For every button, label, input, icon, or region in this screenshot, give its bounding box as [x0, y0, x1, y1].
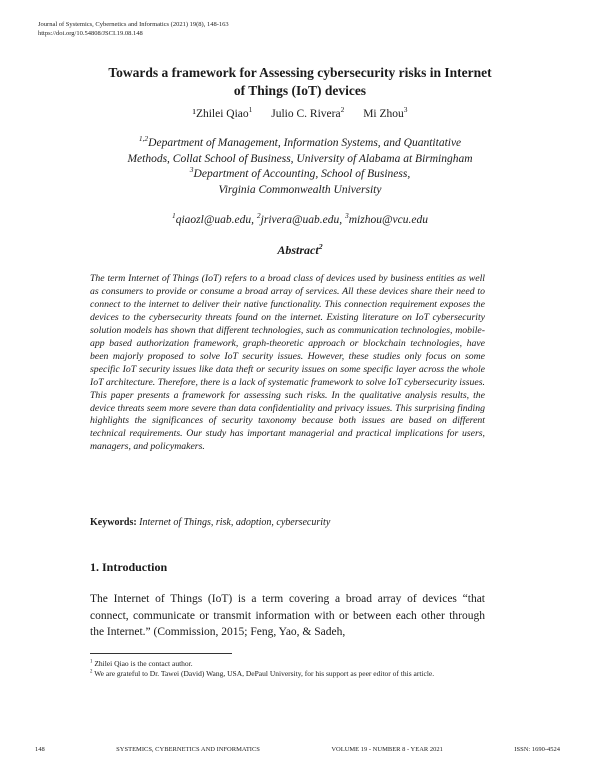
- doi-link[interactable]: https://doi.org/10.54808/JSCI.19.08.148: [38, 30, 143, 37]
- email-2-sup: 2: [256, 211, 261, 221]
- author-3-sup: 3: [403, 105, 408, 115]
- author-1-sup: 1: [248, 105, 253, 115]
- author-2-sup: 2: [340, 105, 345, 115]
- affiliation-2-line-2: Virginia Commonwealth University: [218, 183, 382, 196]
- abstract-heading-text: Abstract: [277, 243, 319, 257]
- author-1: Zhilei Qiao: [195, 108, 249, 120]
- abstract-heading-sup: 2: [318, 242, 323, 251]
- section-heading: 1. Introduction: [90, 560, 168, 574]
- page-number: 148: [35, 746, 45, 753]
- footnote-2-sup: 2: [90, 669, 93, 675]
- affiliation-2-line-1: [60, 167, 540, 183]
- keywords-value: Internet of Things, risk, adoption, cybersecurity: [139, 517, 331, 528]
- abstract-heading: [60, 243, 540, 258]
- author-emails: [60, 211, 540, 226]
- journal-citation: Journal of Systemics, Cybernetics and Informatics (2021) 19(8), 148-163: [38, 21, 229, 28]
- footnote-2-text: We are grateful to Dr. Tawei (David) Wang, USA, DePaul University, for his support as peer editor of this article.: [94, 669, 435, 678]
- footnote-2: [90, 669, 485, 679]
- intro-paragraph: The Internet of Things (IoT) is a term covering a broad array of devices “that connect, communicate or transmit information with or between each other through the Internet.” (Commission, 2015; Feng, Yao, & Sadeh,: [90, 593, 485, 638]
- author-list: [60, 105, 540, 120]
- title-line-2: of Things (IoT) devices: [233, 83, 367, 98]
- footnote-1-sup: 1: [90, 659, 93, 665]
- affiliation-1-sup: 1,2: [138, 134, 149, 144]
- author-1-prefix: ¹: [192, 108, 196, 120]
- email-1-sup: 1: [172, 211, 176, 221]
- affiliation-2-text-1: Department of Accounting, School of Business,: [193, 168, 411, 180]
- footer-journal: SYSTEMICS, CYBERNETICS AND INFORMATICS: [116, 746, 260, 753]
- paper-title: [60, 64, 540, 100]
- footnote-divider: [90, 653, 232, 654]
- email-3[interactable]: mizhou@vcu.edu: [348, 214, 428, 226]
- title-line-1: Towards a framework for Assessing cybersecurity risks in Internet: [108, 65, 492, 80]
- footnote-1-text: Zhilei Qiao is the contact author.: [94, 659, 193, 668]
- abstract-text: The term Internet of Things (IoT) refers to a broad class of devices used by business entities as well as consumers to provide or consume a broad array of services. All these devices share their need to connect to the internet to deliver their native functionality. This connection requirement exposes the devices to the cybersecurity threats found on the internet. Existing literature on IoT cybersecurity solution models has shown that different technologies, such as communication technologies, mobile-app based authorization framework, graph-theoretic approach or blockchain technologies, have been majorly proposed to solve IoT security issues. However, these studies only focus on some specific IoT security issues like data theft or security issues on some specific layer across the whole IoT architecture. Therefore, there is a lack of systematic framework to solve IoT cybersecurity issues. This paper presents a framework for assessing such risks. In the qualitative analysis results, the device threats seem more severe than data confidentiality and privacy issues. This surprising finding highlights the significances of security taxonomy because both issues are based on different technical requirements. Our study has important managerial and practical implications for users, managers, and policymakers.: [90, 273, 485, 453]
- author-2: Julio C. Rivera: [271, 108, 341, 120]
- page-footer: [35, 746, 560, 753]
- keywords: [90, 517, 330, 528]
- email-1[interactable]: qiaozl@uab.edu,: [175, 214, 255, 226]
- affiliation-1-text-1: Department of Management, Information Systems, and Quantitative: [148, 137, 462, 149]
- affiliation-1-line-2: Methods, Collat School of Business, University of Alabama at Birmingham: [127, 152, 473, 165]
- footer-issn: ISSN: 1690-4524: [514, 746, 560, 753]
- journal-header: [38, 20, 229, 38]
- affiliation-1-line-1: [60, 136, 540, 152]
- keywords-label: Keywords:: [90, 517, 137, 528]
- email-3-sup: 3: [345, 211, 349, 221]
- email-2[interactable]: jrivera@uab.edu,: [260, 214, 343, 226]
- author-3: Mi Zhou: [363, 108, 404, 120]
- affiliation-2-sup: 3: [189, 165, 194, 175]
- footnote-1: [90, 659, 485, 669]
- footer-volume: VOLUME 19 - NUMBER 8 - YEAR 2021: [331, 746, 443, 753]
- affiliations: [60, 136, 540, 198]
- footnotes: [90, 659, 485, 679]
